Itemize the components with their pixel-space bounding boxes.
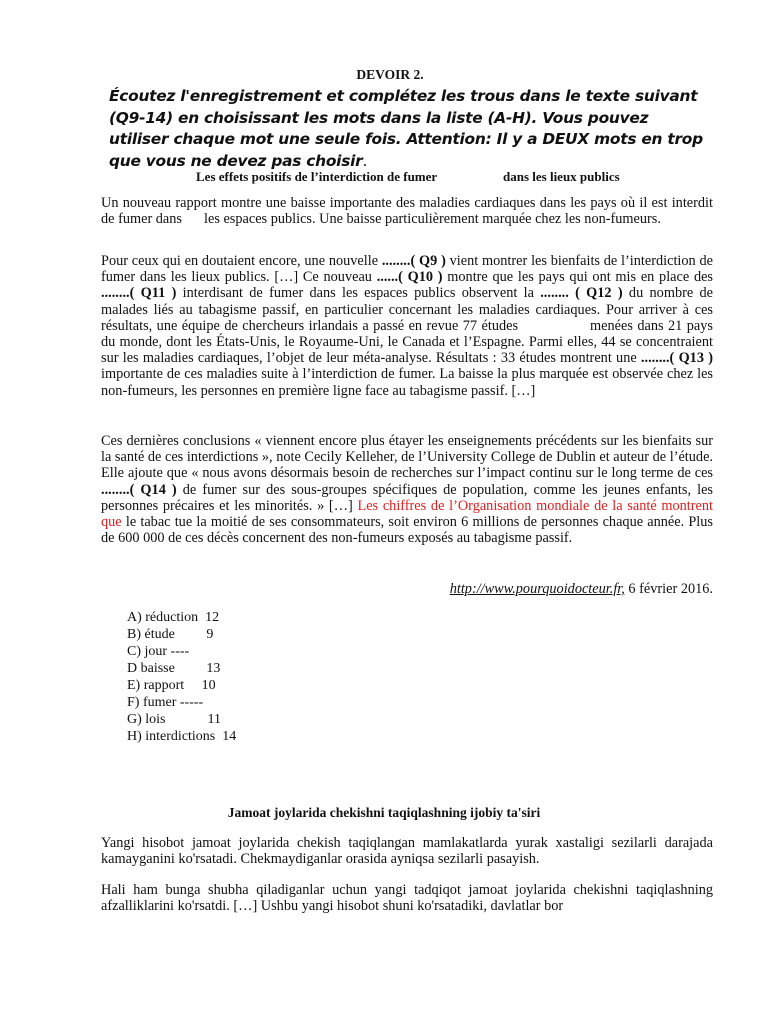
p2-text-6: menées dans 21 pays du monde, dont les États-Unis, le Royaume-Uni, le Canada et l’Espagne. Parmi elles, 44 se concentraient sur les maladies cardiaques, l’objet de leur méta-analyse. Résultats : 33 études montrent une <box>101 317 713 367</box>
p2-text-3: montre que les pays qui ont mis en place des <box>442 269 713 286</box>
paragraph-1 <box>101 195 713 227</box>
article-title-part1: Les effets positifs de l’interdiction de fumer <box>196 169 438 184</box>
p3-text-2: de fumer sur des sous-groupes spécifiques de population, comme les jeunes enfants, les personnes précaires et les minorités. » […] <box>101 481 713 514</box>
article-title-part2: dans les lieux publics <box>503 169 620 184</box>
word-list-item: A) réduction 12 <box>127 610 220 625</box>
instructions-end: . <box>362 151 368 170</box>
p1-text-b: les espaces publics. Une baisse particulièrement marquée chez les non-fumeurs. <box>204 211 661 228</box>
p3-highlighted-text: Les chiffres de l’Organisation mondiale de la santé montrent que <box>101 497 713 531</box>
blank-q9: ........( Q9 ) <box>381 253 446 269</box>
paragraph-3 <box>101 433 713 546</box>
blank-q10: ......( Q10 ) <box>376 269 443 286</box>
p2-text-2: vient montrer les bienfaits de l’interdiction de fumer dans les lieux publics. […] Ce nouveau <box>101 253 713 286</box>
word-list-item: B) étude 9 <box>127 627 214 642</box>
p2-text-5: du nombre de malades liés au tabagisme passif, en particulier concernant les maladies cardiaques. Pour arriver à ces résultats, une équipe de chercheurs irlandais a passé en revue 77 études <box>101 285 713 334</box>
uzbek-paragraph-2: Hali ham bunga shubha qiladiganlar uchun yangi tadqiqot jamoat joylarida chekishni taqiqlashning afzalliklarini ko'rsatdi. […] Ushbu yangi hisobot shuni ko'rsatadiki, davlatlar bor <box>101 882 713 915</box>
blank-q12: ........ ( Q12 ) <box>540 285 623 302</box>
p2-text-7: importante de ces maladies suite à l’interdiction de fumer. La baisse la plus marquée est observée chez les non-fumeurs, les personnes en première ligne face au tabagisme passif. […] <box>101 366 713 399</box>
word-list <box>127 609 236 745</box>
word-list-item: F) fumer ----- <box>127 695 204 710</box>
p2-text-1: Pour ceux qui en doutaient encore, une nouvelle <box>101 253 382 269</box>
assignment-title: DEVOIR 2. <box>356 67 424 82</box>
word-list-item: C) jour ---- <box>127 644 190 659</box>
p1-text-a: Un nouveau rapport montre une baisse importante des maladies cardiaques dans les pays où il est interdit de fumer dans <box>101 195 713 228</box>
source-link[interactable]: http://www.pourquoidocteur.fr, <box>449 581 625 597</box>
word-list-item: E) rapport 10 <box>127 678 216 693</box>
word-list-item: G) lois 11 <box>127 712 221 727</box>
p3-text-3: le tabac tue la moitié de ses consommateurs, soit environ 6 millions de personnes chaque année. Plus de 600 000 de ces décès concernent des non-fumeurs exposés au tabagisme passif. <box>101 514 713 547</box>
p3-text-1: Ces dernières conclusions « viennent encore plus étayer les enseignements précédents sur les bienfaits sur la santé de ces interdictions », note Cecily Kelleher, de l’University College de Dublin et auteur de l’étude. Elle ajoute que « nous avons désormais besoin de recherches sur l’impact continu sur le long terme de ces <box>101 433 713 482</box>
uzbek-paragraph-1: Yangi hisobot jamoat joylarida chekish taqiqlangan mamlakatlarda yurak xastaligi sezilarli darajada kamayganini ko'rsatadi. Chekmaydiganlar orasida ayniqsa sezilarli pasayish. <box>101 835 713 868</box>
instructions <box>109 86 709 172</box>
blank-q14: ........( Q14 ) <box>101 481 177 498</box>
word-list-item: D baisse 13 <box>127 661 221 676</box>
word-list-item: H) interdictions 14 <box>127 729 237 744</box>
instructions-text: Écoutez l'enregistrement et complétez les trous dans le texte suivant (Q9-14) en choisissant les mots dans la liste (A-H). Vous pouvez utiliser chaque mot une seule fois. Attention: Il y a DEUX mots en trop que vous ne devez pas choisir <box>109 87 703 170</box>
blank-q13: ........( Q13 ) <box>640 350 713 367</box>
source-citation <box>101 581 713 597</box>
blank-q11: ........( Q11 ) <box>101 285 177 302</box>
paragraph-2 <box>101 253 713 399</box>
source-date: 6 février 2016. <box>624 581 713 597</box>
uzbek-title: Jamoat joylarida chekishni taqiqlashning ijobiy ta'siri <box>227 805 541 820</box>
p2-text-4: interdisant de fumer dans les espaces publics observent la <box>176 285 541 302</box>
